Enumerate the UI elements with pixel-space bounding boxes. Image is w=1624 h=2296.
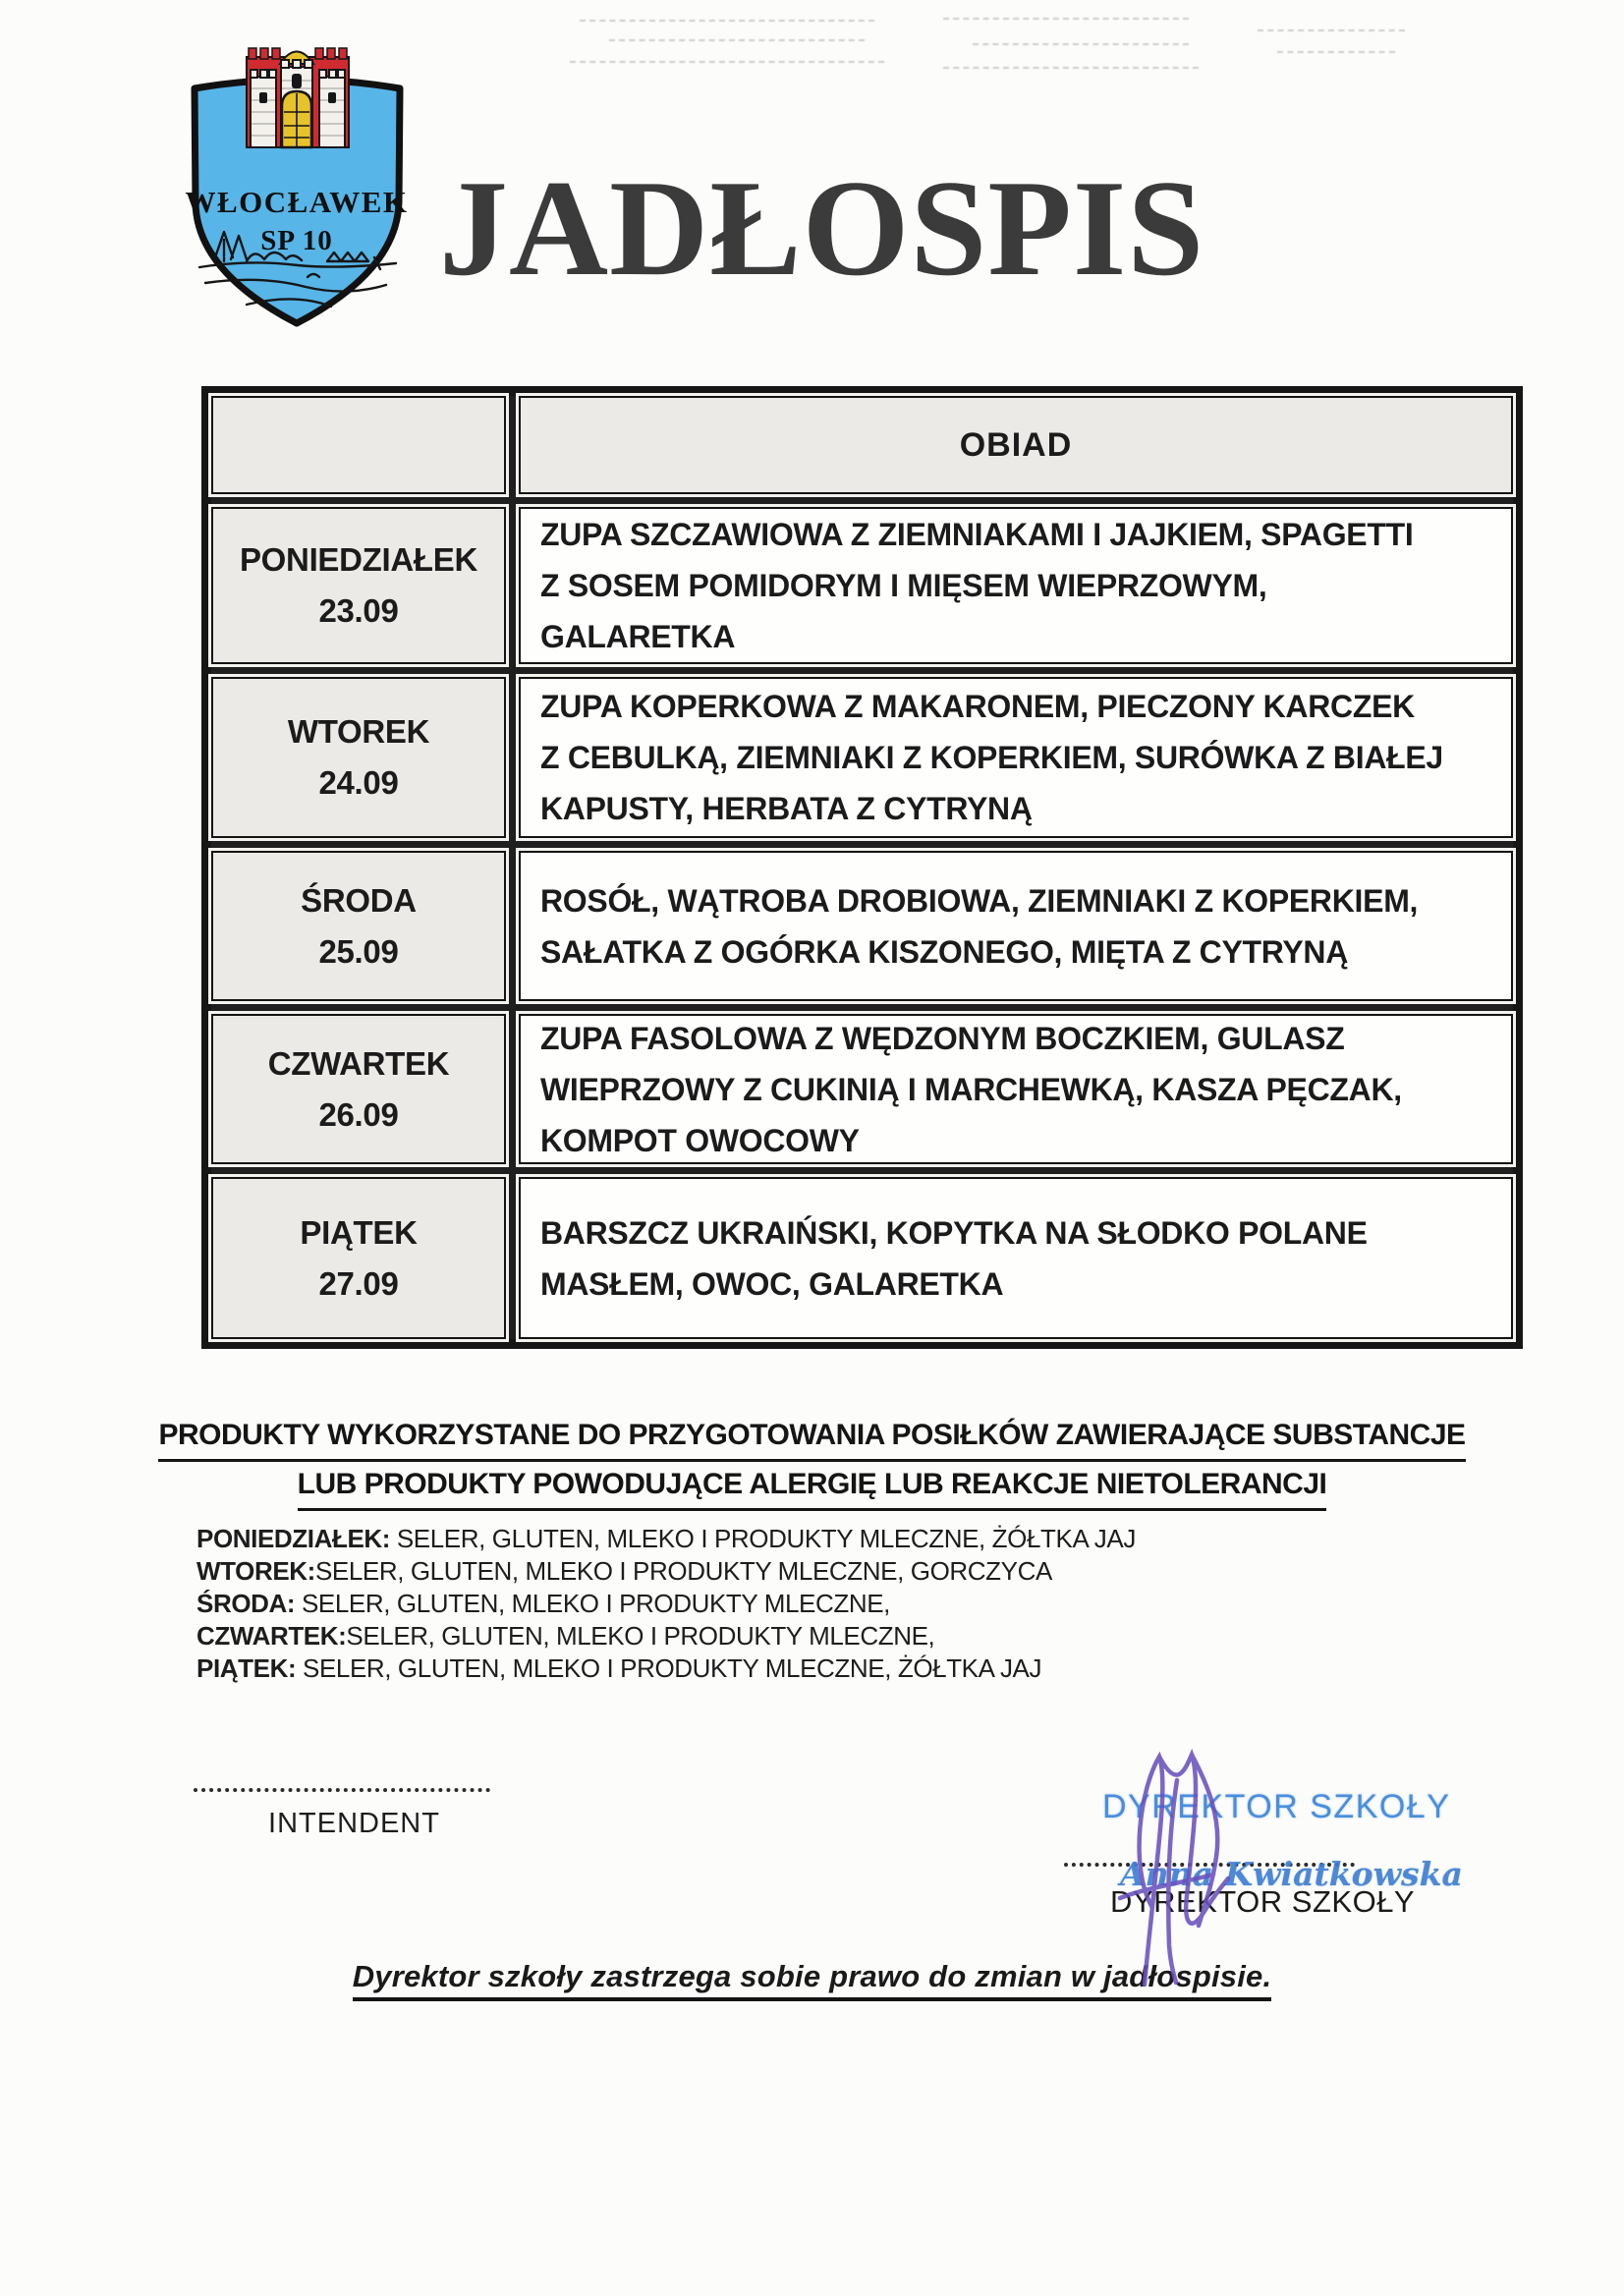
day-cell-thursday <box>211 1014 506 1164</box>
allergen-item <box>196 1588 1136 1620</box>
allergen-list <box>196 1523 1136 1685</box>
director-stamp-name: Anna Kwiatkowska <box>1120 1855 1463 1893</box>
day-name: CZWARTEK <box>267 1044 450 1082</box>
meal-line: ZUPA FASOLOWA Z WĘDZONYM BOCZKIEM, GULASZ <box>540 1020 1345 1056</box>
day-cell-tuesday <box>211 677 506 838</box>
footer-note-text: Dyrektor szkoły zastrzega sobie prawo do zmian w jadłospisie. <box>353 1959 1272 2001</box>
day-cell-monday <box>211 507 506 664</box>
scan-artifact <box>943 18 1189 20</box>
allergen-day: CZWARTEK: <box>196 1621 347 1651</box>
meal-cell-monday <box>519 507 1513 664</box>
allergen-day: PONIEDZIAŁEK: <box>196 1524 391 1553</box>
allergen-day: WTOREK: <box>196 1556 315 1586</box>
allergen-item <box>196 1652 1136 1685</box>
logo-school-text: SP 10 <box>260 225 333 256</box>
director-label: DYREKTOR SZKOŁY <box>1110 1884 1416 1919</box>
day-date: 24.09 <box>318 764 399 801</box>
allergen-values: SELER, GLUTEN, MLEKO I PRODUKTY MLECZNE, GORCZYCA <box>314 1556 1052 1586</box>
castle-emblem <box>247 48 349 147</box>
day-cell-wednesday <box>211 851 506 1001</box>
director-stamp-title: DYREKTOR SZKOŁY <box>1102 1788 1451 1825</box>
day-name: WTOREK <box>287 713 430 750</box>
intendent-signature-line <box>194 1788 490 1792</box>
meal-line: MASŁEM, OWOC, GALARETKA <box>540 1265 1004 1302</box>
meal-line: SAŁATKA Z OGÓRKA KISZONEGO, MIĘTA Z CYTRYNĄ <box>540 933 1349 970</box>
allergen-values: SELER, GLUTEN, MLEKO I PRODUKTY MLECZNE, ŻÓŁTKA JAJ <box>390 1524 1136 1553</box>
day-date: 23.09 <box>318 592 399 629</box>
meal-line: WIEPRZOWY Z CUKINIĄ I MARCHEWKĄ, KASZA PĘCZAK, <box>540 1071 1402 1107</box>
scan-artifact <box>943 67 1199 69</box>
allergen-item <box>196 1523 1136 1555</box>
day-name: PONIEDZIAŁEK <box>239 541 478 578</box>
meal-line: GALARETKA <box>540 619 736 654</box>
table-corner-cell <box>211 396 506 494</box>
school-crest-logo <box>182 37 413 332</box>
allergen-item <box>196 1555 1136 1588</box>
day-date: 26.09 <box>318 1095 399 1133</box>
meal-line: KOMPOT OWOCOWY <box>540 1122 860 1158</box>
meal-line: ZUPA SZCZAWIOWA Z ZIEMNIAKAMI I JAJKIEM, SPAGETTI <box>540 517 1414 552</box>
allergen-values: SELER, GLUTEN, MLEKO I PRODUKTY MLECZNE, ŻÓŁTKA JAJ <box>296 1653 1042 1683</box>
menu-table <box>201 386 1523 1349</box>
table-header-obiad: OBIAD <box>519 396 1513 494</box>
scan-artifact <box>1277 51 1395 53</box>
meal-line: KAPUSTY, HERBATA Z CYTRYNĄ <box>540 791 1033 826</box>
scan-artifact <box>609 39 865 41</box>
meal-line: ZUPA KOPERKOWA Z MAKARONEM, PIECZONY KARCZEK <box>540 689 1415 724</box>
allergen-heading-line1: PRODUKTY WYKORZYSTANE DO PRZYGOTOWANIA POSIŁKÓW ZAWIERAJĄCE SUBSTANCJE <box>158 1413 1465 1462</box>
allergen-heading-line2: LUB PRODUKTY POWODUJĄCE ALERGIĘ LUB REAKCJE NIETOLERANCJI <box>298 1462 1327 1511</box>
day-name: PIĄTEK <box>300 1213 418 1251</box>
meal-line: Z CEBULKĄ, ZIEMNIAKI Z KOPERKIEM, SURÓWKA Z BIAŁEJ <box>540 740 1443 775</box>
handwritten-signature <box>1091 1749 1297 1994</box>
meal-line: Z SOSEM POMIDORYM I MIĘSEM WIEPRZOWYM, <box>540 568 1267 603</box>
allergen-heading <box>0 1413 1624 1511</box>
allergen-day: ŚRODA: <box>196 1589 296 1618</box>
logo-city-text: WŁOCŁAWEK <box>185 185 409 219</box>
allergen-day: PIĄTEK: <box>196 1653 297 1683</box>
meal-cell-wednesday <box>519 851 1513 1001</box>
day-name: ŚRODA <box>301 881 417 919</box>
footer-note <box>0 1959 1624 2001</box>
meal-cell-tuesday <box>519 677 1513 838</box>
meal-line: ROSÓŁ, WĄTROBA DROBIOWA, ZIEMNIAKI Z KOPERKIEM, <box>540 882 1419 919</box>
meal-cell-friday <box>519 1177 1513 1339</box>
meal-line: BARSZCZ UKRAIŃSKI, KOPYTKA NA SŁODKO POLANE <box>540 1214 1368 1251</box>
allergen-values: SELER, GLUTEN, MLEKO I PRODUKTY MLECZNE, <box>295 1589 890 1618</box>
day-date: 27.09 <box>318 1264 399 1302</box>
scan-artifact <box>580 20 874 22</box>
scan-artifact <box>973 43 1189 45</box>
day-cell-friday <box>211 1177 506 1339</box>
scan-artifact <box>1258 29 1405 31</box>
scan-artifact <box>570 61 884 63</box>
day-date: 25.09 <box>318 932 399 970</box>
intendent-label: INTENDENT <box>268 1808 440 1839</box>
allergen-values: SELER, GLUTEN, MLEKO I PRODUKTY MLECZNE, <box>346 1621 935 1651</box>
allergen-item <box>196 1620 1136 1652</box>
page-title: JADŁOSPIS <box>439 152 1205 305</box>
meal-cell-thursday <box>519 1014 1513 1164</box>
